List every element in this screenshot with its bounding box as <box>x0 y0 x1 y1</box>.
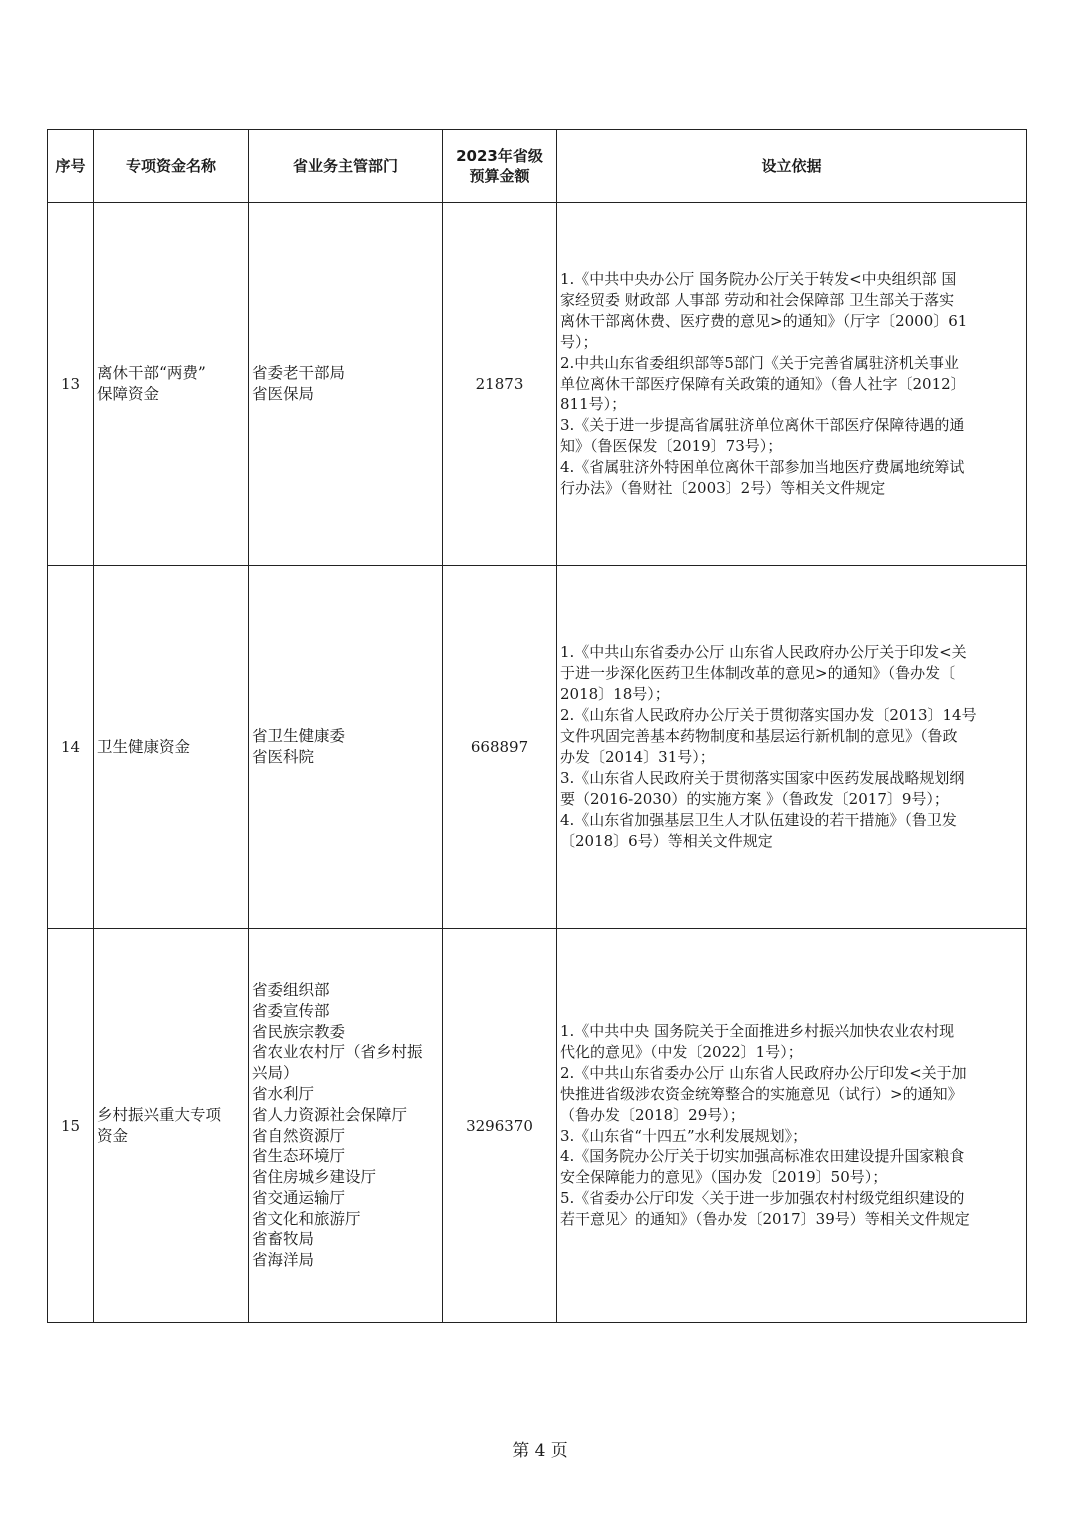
row-budget-amount: 668897 <box>443 566 557 929</box>
table-body <box>48 203 1027 1323</box>
row-basis-line: 于进一步深化医药卫生体制改革的意见>的通知》（鲁办发〔 <box>560 664 956 683</box>
row-basis-line: 代化的意见》（中发〔2022〕1号）； <box>560 1042 803 1061</box>
row-department-line: 省生态环境厅 <box>252 1147 346 1166</box>
row-basis-line: 2.中共山东省委组织部等5部门《关于完善省属驻济机关事业 <box>560 353 959 372</box>
row-fund-name-line: 保障资金 <box>97 385 160 403</box>
row-basis-line: 号）； <box>560 332 598 351</box>
row-basis-line: 办发〔2014〕31号）； <box>560 748 715 766</box>
table-row <box>48 203 1027 566</box>
row-basis-line: 要（2016-2030）的实施方案 》（鲁政发〔2017〕9号）； <box>560 789 949 808</box>
row-basis-line: 1.《中共中央 国务院关于全面推进乡村振兴加快农业农村现 <box>560 1021 955 1040</box>
row-department-line: 省卫生健康委 <box>252 727 346 746</box>
row-department-line: 省文化和旅游厅 <box>252 1209 361 1228</box>
row-department-line: 省住房城乡建设厅 <box>252 1168 377 1187</box>
row-basis-line: 5.《省委办公厅印发〈关于进一步加强农村村级党组织建设的 <box>560 1189 965 1208</box>
row-department-line: 省自然资源厅 <box>252 1126 346 1145</box>
row-department <box>249 203 443 566</box>
row-basis-line: 行办法》（鲁财社〔2003〕2号）等相关文件规定 <box>560 479 886 498</box>
row-department-line: 省农业农村厅（省乡村振 <box>252 1043 423 1062</box>
header-budget-amount <box>443 130 557 203</box>
row-department-line: 省畜牧局 <box>252 1230 315 1249</box>
row-department-line: 省医科院 <box>252 748 315 766</box>
row-fund-name-line: 乡村振兴重大专项 <box>97 1105 222 1124</box>
table-header-row <box>48 130 1027 203</box>
row-basis-line: 3.《关于进一步提高省属驻济单位离休干部医疗保障待遇的通 <box>560 416 965 435</box>
header-department: 省业务主管部门 <box>249 130 443 203</box>
header-fund-name: 专项资金名称 <box>94 130 249 203</box>
row-department-line: 省委宣传部 <box>252 1001 330 1020</box>
row-basis-line: 2018〕18号）； <box>560 685 670 704</box>
row-department <box>249 929 443 1323</box>
row-fund-name <box>94 929 249 1323</box>
row-basis-line: 2.《中共山东省委办公厅 山东省人民政府办公厅印发<关于加 <box>560 1063 967 1082</box>
row-basis-line: 3.《山东省“十四五”水利发展规划》； <box>560 1126 808 1145</box>
row-basis-line: 4.《国务院办公厅关于切实加强高标准农田建设提升国家粮食 <box>560 1147 965 1166</box>
row-department-line: 省人力资源社会保障厅 <box>252 1105 408 1124</box>
row-department-line: 兴局） <box>252 1064 299 1083</box>
row-department <box>249 566 443 929</box>
row-basis-line: 3.《山东省人民政府关于贯彻落实国家中医药发展战略规划纲 <box>560 768 965 787</box>
row-department-line: 省医保局 <box>252 385 315 403</box>
row-basis-line: 4.《山东省加强基层卫生人才队伍建设的若干措施》（鲁卫发 <box>560 810 957 829</box>
row-basis <box>557 566 1027 929</box>
row-basis-line: 1.《中共中央办公厅 国务院办公厅关于转发<中央组织部 国 <box>560 270 957 289</box>
header-seq: 序号 <box>48 130 94 203</box>
table-row <box>48 566 1027 929</box>
row-budget-amount: 21873 <box>443 203 557 566</box>
row-basis-line: 单位离休干部医疗保障有关政策的通知》（鲁人社字〔2012〕 <box>560 374 966 393</box>
row-department-line: 省水利厅 <box>252 1084 315 1103</box>
row-department-line: 省委组织部 <box>252 980 330 999</box>
row-basis-line: 1.《中共山东省委办公厅 山东省人民政府办公厅关于印发<关 <box>560 643 967 662</box>
row-basis-line: 〔2018〕6号）等相关文件规定 <box>560 831 773 850</box>
header-budget-amount-line1: 2023年省级 <box>456 147 543 165</box>
row-basis-line: （鲁办发〔2018〕29号）； <box>560 1105 745 1124</box>
row-department-line: 省民族宗教委 <box>252 1022 346 1041</box>
header-budget-amount-line2: 预算金额 <box>469 167 530 185</box>
row-fund-name-line: 离休干部“两费” <box>97 364 206 382</box>
row-basis-line: 2.《山东省人民政府办公厅关于贯彻落实国办发〔2013〕14号 <box>560 706 977 725</box>
row-department-line: 省委老干部局 <box>252 364 346 383</box>
row-basis-line: 家经贸委 财政部 人事部 劳动和社会保障部 卫生部关于落实 <box>560 290 955 309</box>
budget-table <box>47 129 1027 1323</box>
row-budget-amount: 3296370 <box>443 929 557 1323</box>
row-basis-line: 快推进省级涉农资金统筹整合的实施意见（试行）>的通知》 <box>560 1084 963 1103</box>
row-fund-name <box>94 566 249 929</box>
table-row <box>48 929 1027 1323</box>
row-basis-line: 若干意见〉的通知》（鲁办发〔2017〕39号）等相关文件规定 <box>560 1210 970 1229</box>
row-basis-line: 811号）； <box>560 395 627 414</box>
row-fund-name <box>94 203 249 566</box>
row-fund-name-line: 卫生健康资金 <box>97 737 191 756</box>
row-department-line: 省海洋局 <box>252 1251 315 1270</box>
row-seq: 13 <box>48 203 94 566</box>
row-basis-line: 知》（鲁医保发〔2019〕73号）； <box>560 437 783 456</box>
page-number: 第 4 页 <box>512 1441 568 1461</box>
row-basis-line: 离休干部离休费、医疗费的意见>的通知》（厅字〔2000〕61 <box>560 311 968 330</box>
row-department-line: 省交通运输厅 <box>252 1188 346 1207</box>
row-basis-line: 4.《省属驻济外特困单位离休干部参加当地医疗费属地统筹试 <box>560 458 965 477</box>
row-fund-name-line: 资金 <box>97 1126 129 1145</box>
row-basis-line: 文件巩固完善基本药物制度和基层运行新机制的意见》（鲁政 <box>560 727 958 746</box>
header-basis: 设立依据 <box>557 130 1027 203</box>
row-basis <box>557 203 1027 566</box>
row-seq: 14 <box>48 566 94 929</box>
row-seq: 15 <box>48 929 94 1323</box>
row-basis-line: 安全保障能力的意见》（国办发〔2019〕50号）； <box>560 1168 888 1187</box>
row-basis <box>557 929 1027 1323</box>
